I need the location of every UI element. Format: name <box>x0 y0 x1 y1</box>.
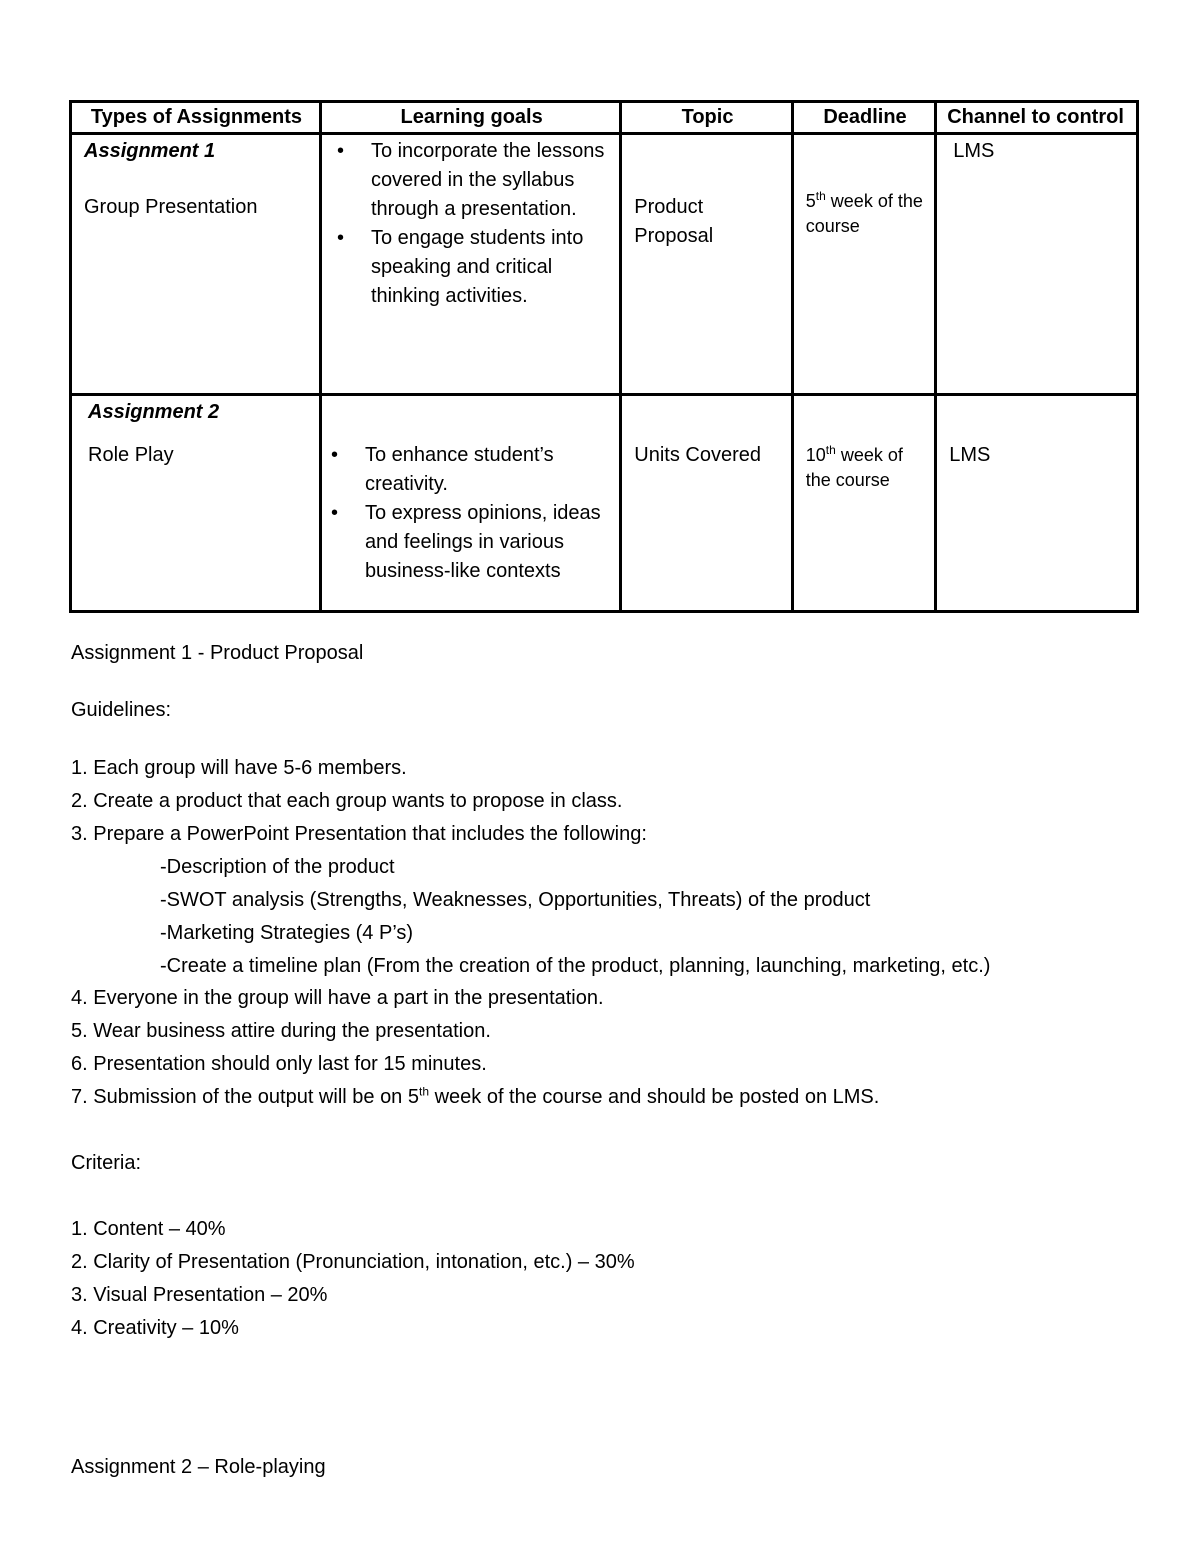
guideline-sub-item: -Create a timeline plan (From the creation of the product, planning, launching, marketing, etc.) <box>160 955 991 977</box>
deadline-text: 5th week of the course <box>805 189 923 236</box>
header-deadline: Deadline <box>792 102 935 134</box>
topic-text: Product Proposal <box>634 196 714 247</box>
guideline-item: 5. Wear business attire during the presentation. <box>71 1020 491 1042</box>
assignment2-title: Assignment 2 – Role-playing <box>71 1456 326 1478</box>
criteria-item: 3. Visual Presentation – 20% <box>71 1284 328 1306</box>
guideline-item: 3. Prepare a PowerPoint Presentation that includes the following: <box>71 823 647 845</box>
channel-cell <box>936 395 1138 612</box>
topic-cell <box>621 395 792 612</box>
topic-cell <box>621 134 792 395</box>
assignments-table <box>69 100 1139 613</box>
guideline-item: 7. Submission of the output will be on 5th week of the course and should be posted on LMS. <box>71 1084 880 1108</box>
table-header-row <box>71 102 1138 134</box>
header-learning-goals: Learning goals <box>320 102 620 134</box>
assignment1-title: Assignment 1 - Product Proposal <box>71 642 364 664</box>
goal-item: • To engage students into speaking and critical thinking activities. <box>371 224 609 311</box>
channel-text: LMS <box>949 444 991 466</box>
table-row <box>71 395 1138 612</box>
goal-item: • To incorporate the lessons covered in the syllabus through a presentation. <box>371 137 609 224</box>
channel-cell <box>936 134 1138 395</box>
goal-item: • To express opinions, ideas and feelings in various business-like contexts <box>365 499 609 586</box>
deadline-cell <box>792 395 935 612</box>
deadline-text: 10th week of the course <box>805 443 903 490</box>
criteria-item: 2. Clarity of Presentation (Pronunciation, intonation, etc.) – 30% <box>71 1251 635 1273</box>
table-row <box>71 134 1138 395</box>
goals-cell <box>320 134 620 395</box>
header-topic: Topic <box>621 102 792 134</box>
guideline-item: 1. Each group will have 5-6 members. <box>71 757 407 779</box>
channel-text: LMS <box>953 140 995 162</box>
assignment-label: Assignment 1 <box>84 140 216 162</box>
guideline-sub-item: -Description of the product <box>160 856 395 878</box>
assignment-type: Group Presentation <box>84 196 258 218</box>
assignment-type: Role Play <box>88 444 174 466</box>
criteria-item: 4. Creativity – 10% <box>71 1317 239 1339</box>
guideline-item: 2. Create a product that each group wants to propose in class. <box>71 790 623 812</box>
guideline-sub-item: -Marketing Strategies (4 P’s) <box>160 922 414 944</box>
criteria-item: 1. Content – 40% <box>71 1218 226 1240</box>
guideline-sub-item: -SWOT analysis (Strengths, Weaknesses, Opportunities, Threats) of the product <box>160 889 871 911</box>
goals-cell <box>320 395 620 612</box>
assignment-cell <box>71 395 321 612</box>
guidelines-heading: Guidelines: <box>71 699 172 721</box>
goal-item: • To enhance student’s creativity. <box>365 441 609 499</box>
criteria-heading: Criteria: <box>71 1152 142 1174</box>
topic-text: Units Covered <box>634 444 762 466</box>
header-channel: Channel to control <box>936 102 1138 134</box>
assignment-cell <box>71 134 321 395</box>
assignment-label: Assignment 2 <box>88 401 220 423</box>
guideline-item: 6. Presentation should only last for 15 minutes. <box>71 1053 487 1075</box>
guideline-item: 4. Everyone in the group will have a part in the presentation. <box>71 987 604 1009</box>
header-types: Types of Assignments <box>71 102 321 134</box>
deadline-cell <box>792 134 935 395</box>
